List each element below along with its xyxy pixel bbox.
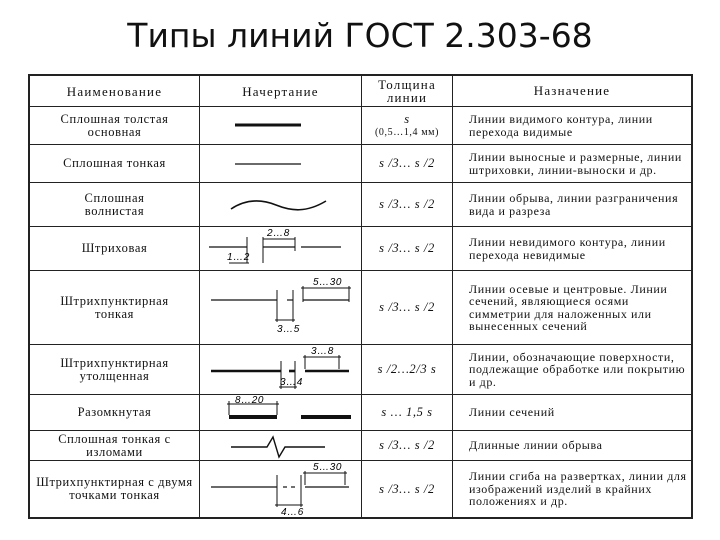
- dash-double-dot-line-icon: [200, 461, 362, 517]
- dash-length-label: 2…8: [266, 227, 290, 239]
- slide-title: Типы линий ГОСТ 2.303-68: [127, 16, 593, 55]
- line-purpose: Линии выносные и размерные, линии штриховки, линии-выноски и др.: [469, 150, 682, 177]
- line-name: Сплошная тонкая: [30, 145, 200, 182]
- line-thickness: s /3… s /2: [362, 145, 453, 182]
- open-line-icon: [200, 395, 362, 430]
- line-thickness: s (0,5…1,4 мм): [362, 107, 453, 144]
- header-style: Начертание: [200, 76, 362, 106]
- line-thickness: s /3… s /2: [362, 461, 453, 517]
- dash-length-label: 5…30: [312, 462, 342, 473]
- gap-length-label: 3…4: [279, 376, 303, 388]
- line-name: Разомкнутая: [30, 395, 200, 430]
- gap-length-label: 3…5: [276, 323, 300, 335]
- line-types-table: [28, 74, 693, 519]
- table-row: [30, 271, 691, 345]
- dash-dot-thin-line-icon: [200, 271, 362, 344]
- table-row: [30, 345, 691, 395]
- header-purpose: Назначение: [533, 82, 611, 98]
- line-name: Штрихпунктирная утолщенная: [30, 345, 200, 394]
- line-thickness: s /3… s /2: [362, 431, 453, 460]
- line-thickness: s /3… s /2: [362, 183, 453, 226]
- line-thickness: s /3… s /2: [362, 271, 453, 344]
- line-purpose: Линии невидимого контура, линии перехода невидимые: [469, 235, 666, 262]
- line-purpose: Линии сгиба на развертках, линии для изображений изделий в крайних положениях и др.: [469, 469, 687, 509]
- wavy-line-icon: [200, 183, 362, 226]
- stroke-length-label: 8…20: [234, 394, 264, 406]
- zigzag-line-icon: [200, 431, 362, 460]
- line-name: Штриховая: [30, 227, 200, 270]
- line-thickness: s /2…2/3 s: [362, 345, 453, 394]
- line-purpose: Длинные линии обрыва: [469, 438, 603, 453]
- dash-length-label: 3…8: [310, 345, 334, 357]
- gap-length-label: 4…6: [280, 507, 304, 517]
- gap-length-label: 1…2: [226, 251, 250, 263]
- solid-thin-line-icon: [200, 145, 362, 182]
- line-name: Штрихпунктирная с двумя точками тонкая: [30, 461, 200, 517]
- line-name: Сплошная волнистая: [30, 183, 200, 226]
- table-header-row: [30, 76, 691, 107]
- line-thickness: s … 1,5 s: [362, 395, 453, 430]
- solid-thick-line-icon: [200, 107, 362, 144]
- line-name: Штрихпунктирная тонкая: [30, 271, 200, 344]
- line-name: Сплошная толстая основная: [30, 107, 200, 144]
- header-name: Наименование: [30, 76, 200, 106]
- dash-length-label: 5…30: [312, 276, 342, 288]
- line-purpose: Линии видимого контура, линии перехода видимые: [469, 112, 653, 139]
- table-row: [30, 227, 691, 271]
- table-row: [30, 395, 691, 431]
- table-row: [30, 461, 691, 517]
- line-purpose: Линии обрыва, линии разграничения вида и разреза: [469, 191, 679, 218]
- thickness-note: (0,5…1,4 мм): [374, 126, 440, 138]
- table-row: [30, 107, 691, 145]
- line-thickness: s /3… s /2: [362, 227, 453, 270]
- header-thickness: Толщина линии: [362, 76, 453, 106]
- dashed-line-icon: [200, 227, 362, 270]
- line-purpose: Линии осевые и центровые. Линии сечений, являющиеся осями симметрии для наложенных или вынесенных сечений: [469, 281, 668, 333]
- dash-dot-thick-line-icon: [200, 345, 362, 394]
- table-row: [30, 145, 691, 183]
- line-name: Сплошная тонкая с изломами: [30, 431, 200, 460]
- line-purpose: Линии, обозначающие поверхности, подлежащие обработке или покрытию и др.: [469, 349, 686, 389]
- line-purpose: Линии сечений: [469, 405, 555, 420]
- table-row: [30, 183, 691, 227]
- table-row: [30, 431, 691, 461]
